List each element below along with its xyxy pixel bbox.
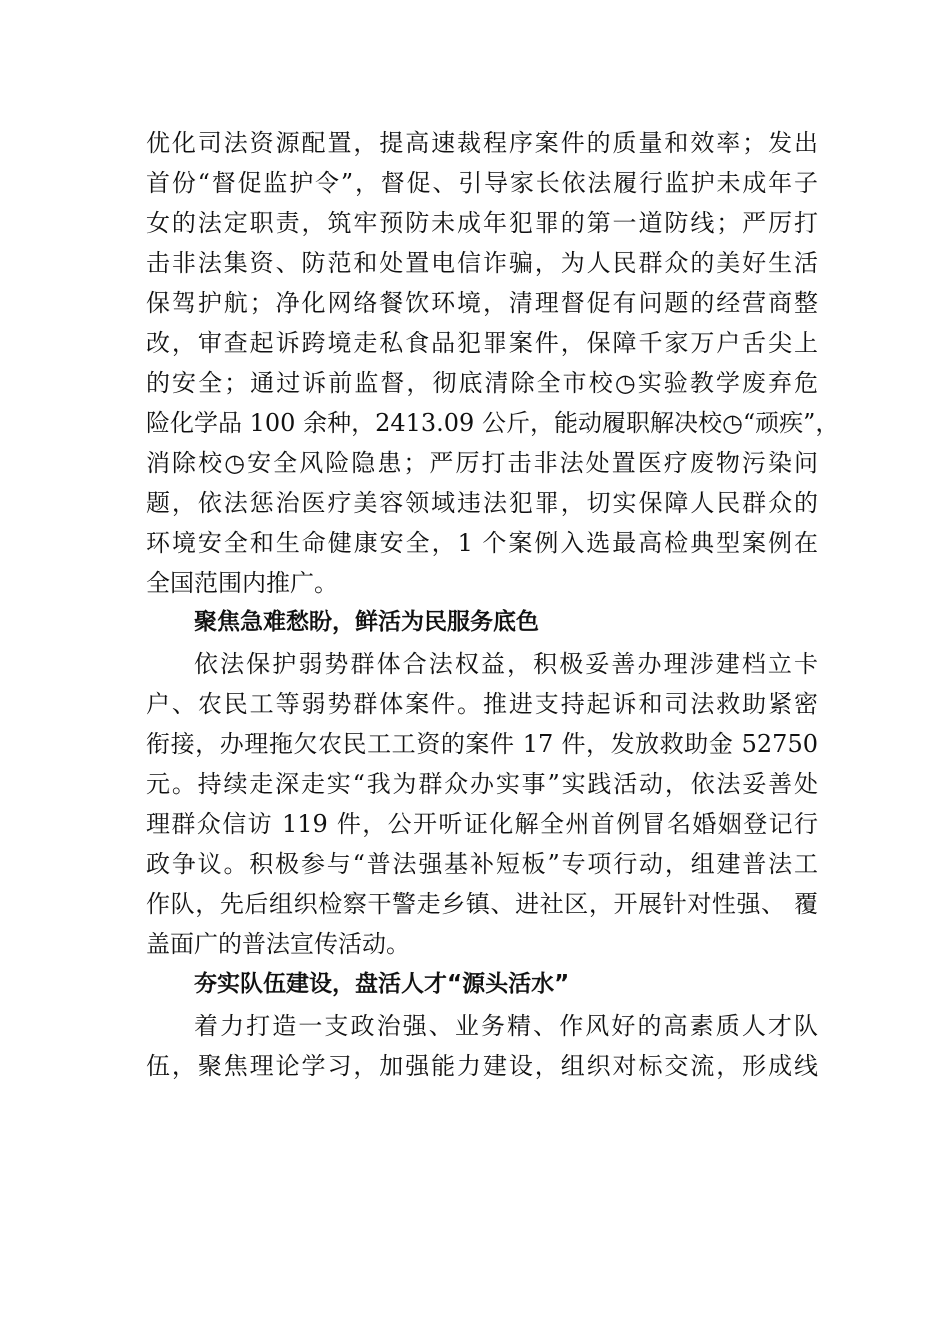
section-heading: 聚焦急难愁盼，鲜活为民服务底色 [194, 609, 539, 635]
paragraph-line: 衔接，办理拖欠农民工工资的案件 17 件，发放救助金 52750 [146, 730, 818, 758]
paragraph-line: 环境安全和生命健康安全，1 个案例入选最高检典型案例在 [146, 529, 818, 557]
paragraph-line: 女的法定职责，筑牢预防未成年犯罪的第一道防线；严厉打 [146, 209, 818, 237]
paragraph-line: 保驾护航；净化网络餐饮环境，清理督促有问题的经营商整 [146, 289, 818, 317]
paragraph-line: 改，审查起诉跨境走私食品犯罪案件，保障千家万户舌尖上 [146, 329, 818, 357]
paragraph-line: 首份“督促监护令”，督促、引导家长依法履行监护未成年子 [146, 169, 818, 197]
paragraph-line: 作队，先后组织检察干警走乡镇、进社区，开展针对性强、 覆 [146, 890, 818, 918]
paragraph-line: 题，依法惩治医疗美容领域违法犯罪，切实保障人民群众的 [146, 489, 818, 517]
paragraph-line: 全国范围内推广。 [146, 569, 338, 597]
paragraph-line: 伍，聚焦理论学习，加强能力建设，组织对标交流，形成线 [146, 1052, 818, 1080]
paragraph-line: 优化司法资源配置，提高速裁程序案件的质量和效率；发出 [146, 129, 818, 157]
section-heading: 夯实队伍建设，盘活人才“源头活水” [194, 971, 570, 997]
paragraph-line: 击非法集资、防范和处置电信诈骗，为人民群众的美好生活 [146, 249, 818, 277]
paragraph-line: 的安全；通过诉前监督，彻底清除全市校◷实验教学废弃危 [146, 369, 818, 397]
paragraph-line: 依法保护弱势群体合法权益，积极妥善办理涉建档立卡 [194, 650, 818, 678]
paragraph-line: 着力打造一支政治强、业务精、作风好的高素质人才队 [194, 1012, 818, 1040]
paragraph-line: 理群众信访 119 件，公开听证化解全州首例冒名婚姻登记行 [146, 810, 818, 838]
paragraph-line: 政争议。积极参与“普法强基补短板”专项行动，组建普法工 [146, 850, 818, 878]
paragraph-line: 险化学品 100 余种，2413.09 公斤，能动履职解决校◷“顽疾”， [146, 409, 840, 437]
paragraph-line: 盖面广的普法宣传活动。 [146, 930, 410, 958]
paragraph-line: 元。持续走深走实“我为群众办实事”实践活动，依法妥善处 [146, 770, 818, 798]
paragraph-line: 户、农民工等弱势群体案件。推进支持起诉和司法救助紧密 [146, 690, 818, 718]
paragraph-line: 消除校◷安全风险隐患；严厉打击非法处置医疗废物污染问 [146, 449, 818, 477]
